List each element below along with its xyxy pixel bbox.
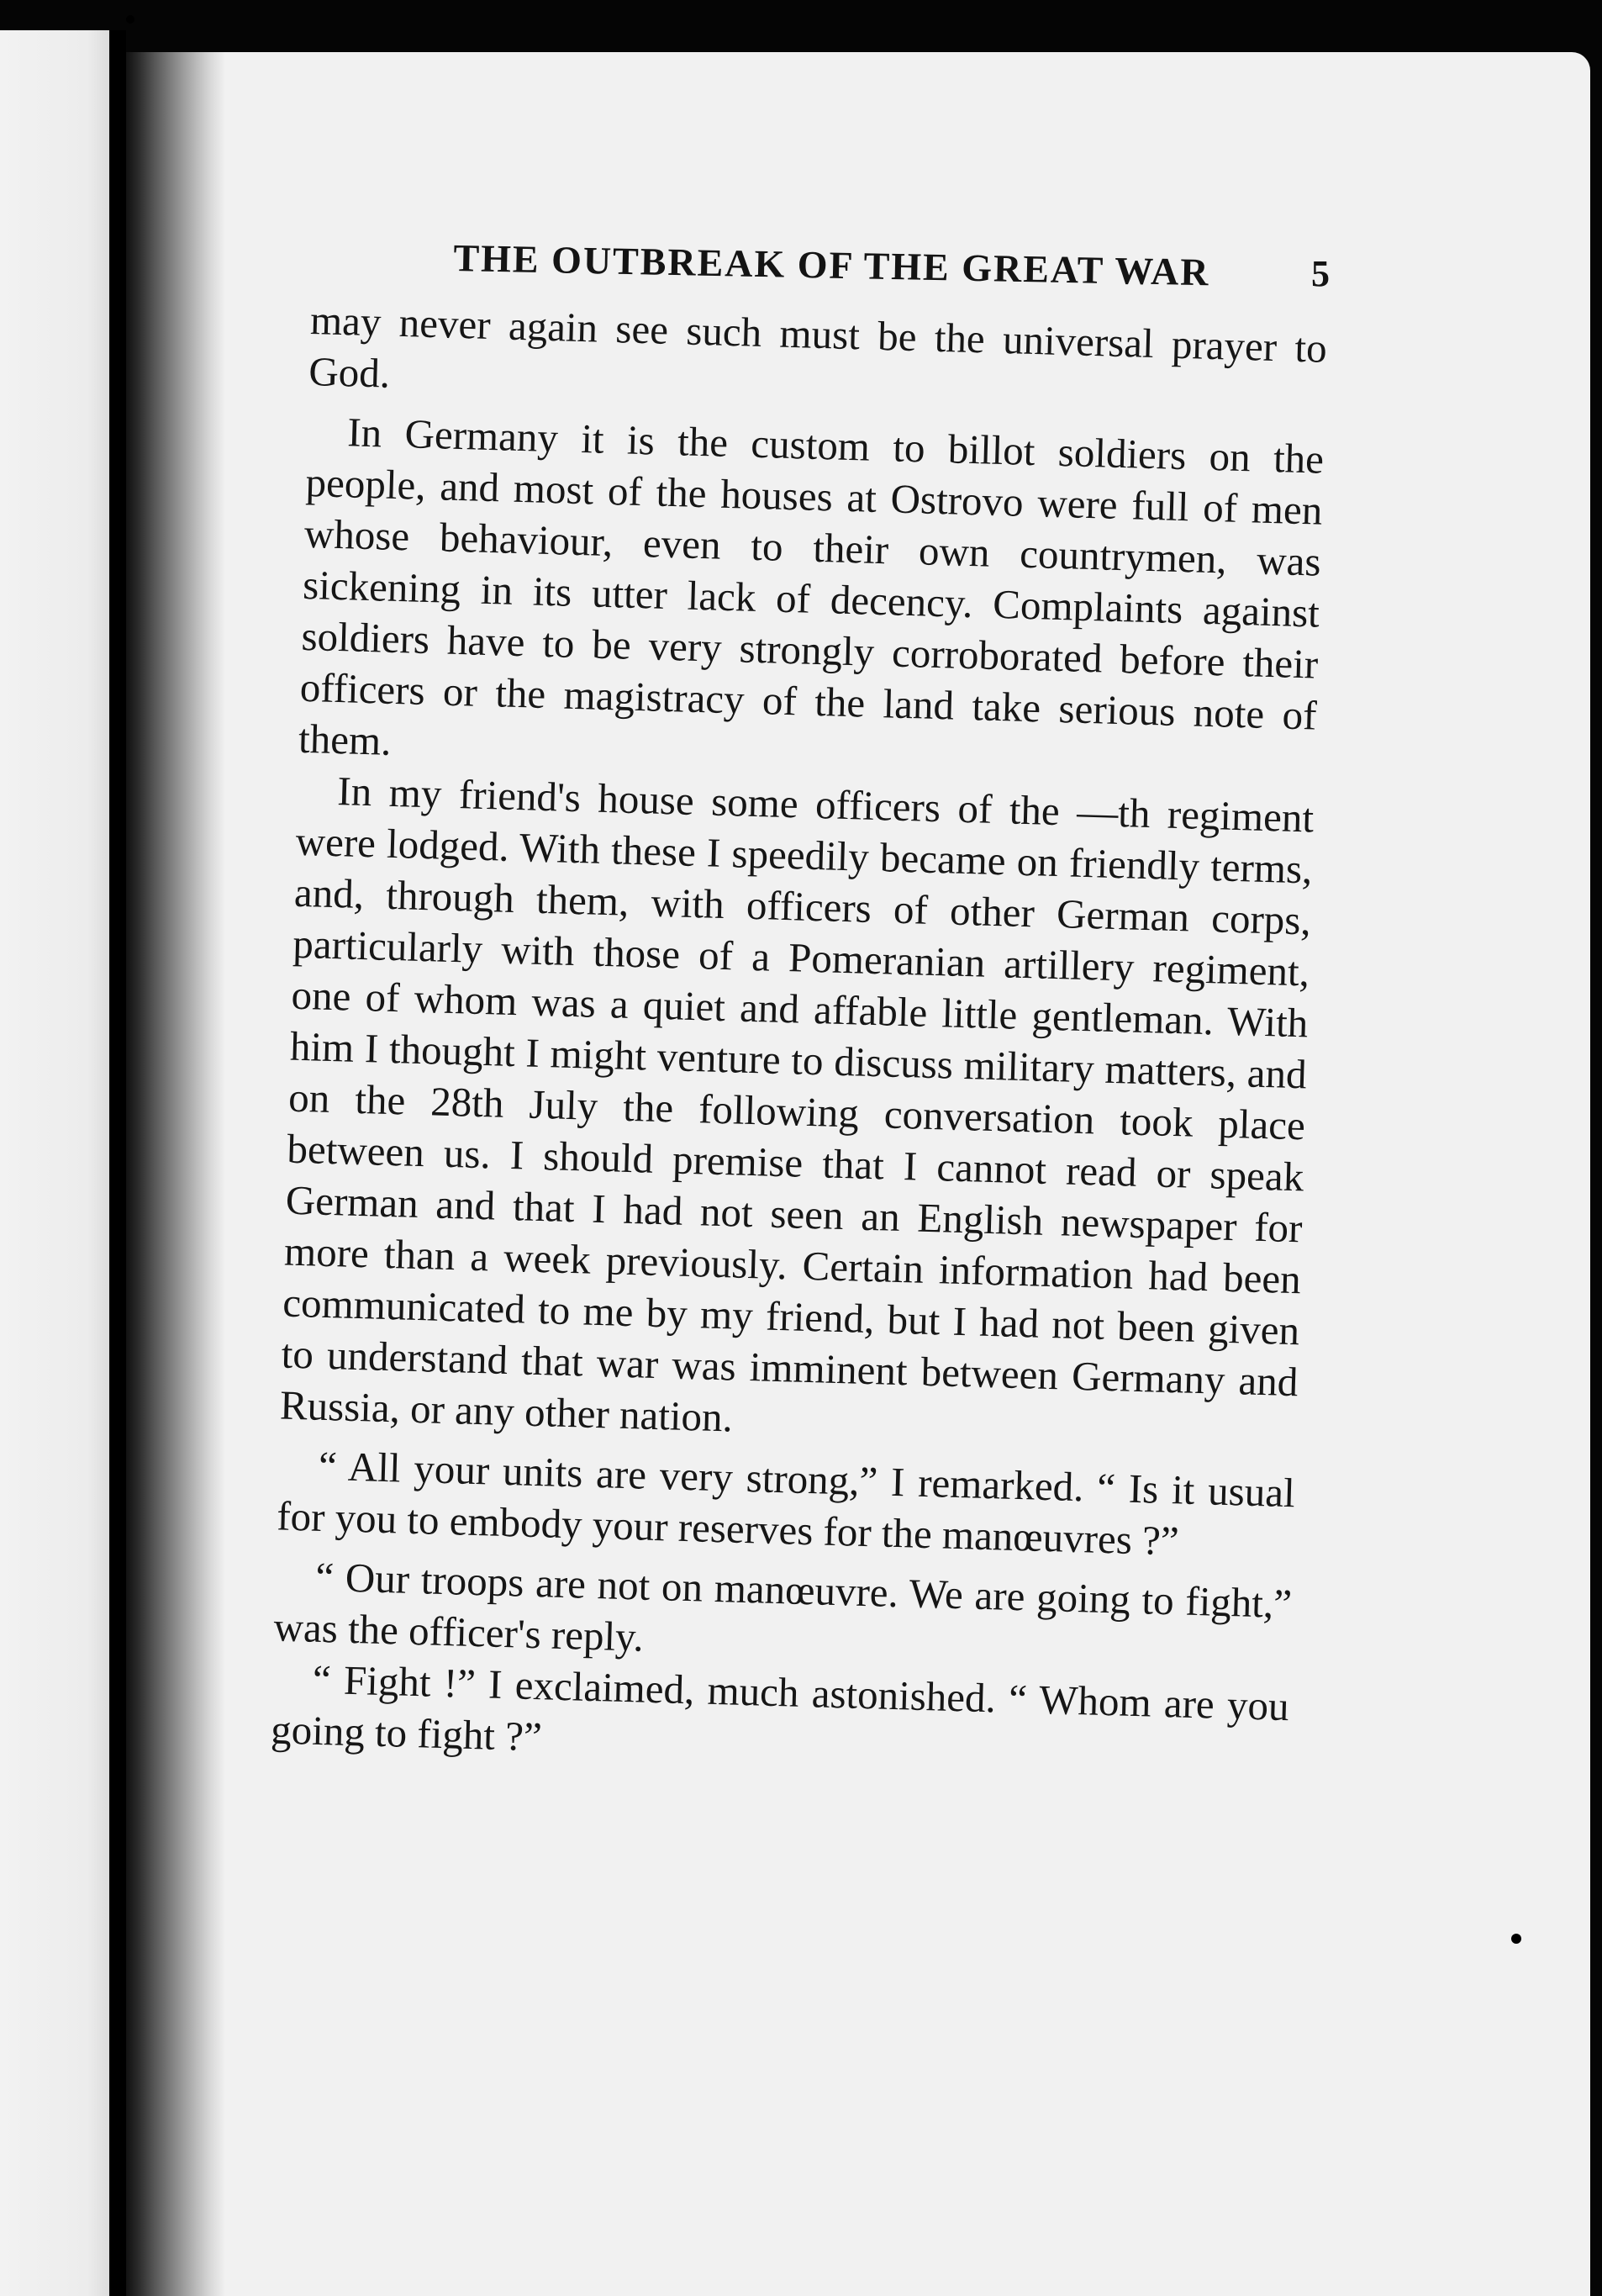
facing-page-edge [0, 30, 109, 2296]
page-number: 5 [1311, 253, 1330, 294]
book-gutter [111, 30, 126, 2296]
scan-speck [126, 15, 134, 24]
paragraph: may never again see such must be the universal prayer to God. [308, 296, 1328, 397]
paragraph: “ Our troops are not on manœuvre. We are going to fight,” was the officer's reply. [272, 1553, 1293, 1660]
paragraph: In my friend's house some officers of the —th regiment were lodged. With these I speedily became on friendly terms, and, through them, with officers of other German corps, particularly with those of a Pomeranian artillery regiment, one of whom was a quiet and affable little gentleman. With him I thought I might venture to discuss military matters, and on the 28th July the following conversation took place between us. I should premise that I cannot read or speak German and that I had not seen an English newspaper for more than a week previously. Certain information had been communicated to me by my friend, but I had not been given to understand that war was imminent between Germany and Russia, or any other nation. [279, 768, 1315, 1441]
paragraph: “ Fight !” I exclaimed, much astonished. “ Whom are you going to fight ?” [270, 1655, 1290, 1760]
running-head: THE OUTBREAK OF THE GREAT WAR [453, 235, 1211, 294]
paragraph: In Germany it is the custom to billot soldiers on the people, and most of the houses at Ostrovo were full of men whose behaviour, even to their own countrymen, was sickening in its utter lack of decency. Complaints against soldiers have to be very strongly corroborated before their officers or the magistracy of the land take serious note of them. [298, 409, 1325, 764]
gutter-shadow [126, 52, 225, 2296]
scan-speck [1511, 1934, 1521, 1944]
body-text [270, 294, 1327, 1783]
paragraph: “ All your units are very strong,” I remarked. “ Is it usual for you to embody your reserves for the manœuvres ?” [276, 1442, 1296, 1565]
